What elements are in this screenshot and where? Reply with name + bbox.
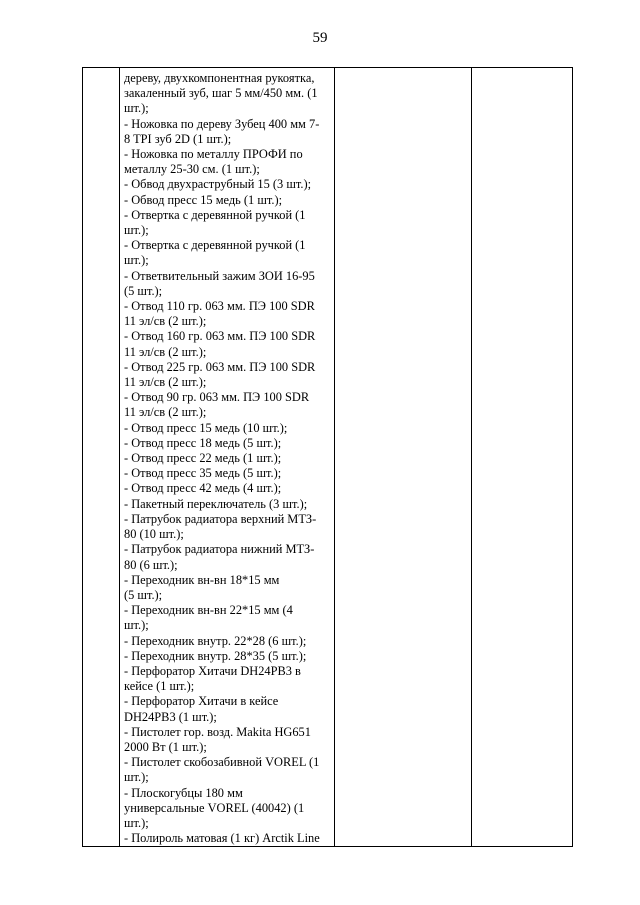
item-line: шт.); xyxy=(124,101,149,116)
item-line: DH24PB3 (1 шт.); xyxy=(124,709,217,724)
index-cell xyxy=(83,68,120,847)
item-line: - Перфоратор Хитачи DH24PB3 в xyxy=(124,663,301,678)
item-line: шт.); xyxy=(124,223,149,238)
item-line: закаленный зуб, шаг 5 мм/450 мм. (1 xyxy=(124,86,318,101)
item-list xyxy=(120,68,334,846)
item-line: дереву, двухкомпонентная рукоятка, xyxy=(124,71,315,85)
item-line: - Отвод 225 гр. 063 мм. ПЭ 100 SDR xyxy=(124,359,316,374)
item-line: 11 эл/св (2 шт.); xyxy=(124,344,207,359)
item-line: - Переходник вн-вн 18*15 мм xyxy=(124,572,280,587)
item-line: - Пистолет гор. возд. Makita HG651 xyxy=(124,724,311,739)
item-line: - Отвертка с деревянной ручкой (1 xyxy=(124,207,306,222)
item-line: - Переходник вн-вн 22*15 мм (4 xyxy=(124,603,293,618)
item-line: (5 шт.); xyxy=(124,587,163,602)
item-line: - Пистолет скобозабивной VOREL (1 xyxy=(124,755,320,770)
item-line: - Отвод пресс 18 медь (5 шт.); xyxy=(124,435,282,450)
item-line: - Переходник внутр. 22*28 (6 шт.); xyxy=(124,633,307,648)
item-line: - Обвод двухраструбный 15 (3 шт.); xyxy=(124,177,312,192)
item-line: (5 шт.); xyxy=(124,283,163,298)
item-line: - Ответвительный зажим ЗОИ 16-95 xyxy=(124,268,315,283)
item-line: - Патрубок радиатора верхний МТЗ- xyxy=(124,511,317,526)
inventory-table xyxy=(82,67,573,847)
empty-cell xyxy=(472,68,573,847)
item-line: шт.); xyxy=(124,815,149,830)
item-line: 11 эл/св (2 шт.); xyxy=(124,314,207,329)
item-line: шт.); xyxy=(124,770,149,785)
item-line: - Отвод пресс 22 медь (1 шт.); xyxy=(124,451,282,466)
item-line: - Отвод 90 гр. 063 мм. ПЭ 100 SDR xyxy=(124,390,310,405)
item-line: 8 TPI зуб 2D (1 шт.); xyxy=(124,131,232,146)
item-line: - Переходник внутр. 28*35 (5 шт.); xyxy=(124,648,307,663)
item-line: универсальные VOREL (40042) (1 xyxy=(124,800,305,815)
page-number: 59 xyxy=(312,30,328,46)
item-line: шт.); xyxy=(124,253,149,268)
item-line: металлу 25-30 см. (1 шт.); xyxy=(124,162,260,177)
item-line: 2000 Вт (1 шт.); xyxy=(124,739,207,754)
item-line: - Отвод 160 гр. 063 мм. ПЭ 100 SDR xyxy=(124,329,316,344)
item-line: - Обвод пресс 15 медь (1 шт.); xyxy=(124,192,283,207)
item-line: - Ножовка по металлу ПРОФИ по xyxy=(124,147,303,162)
empty-cell xyxy=(335,68,472,847)
item-line: - Отвертка с деревянной ручкой (1 xyxy=(124,238,306,253)
item-line: 80 (6 шт.); xyxy=(124,557,178,572)
table-row xyxy=(83,68,573,847)
item-line: 80 (10 шт.); xyxy=(124,527,184,542)
item-line: - Перфоратор Хитачи в кейсе xyxy=(124,694,279,709)
item-line: - Полироль матовая (1 кг) Arctik Line xyxy=(124,831,320,846)
item-line: - Пакетный переключатель (3 шт.); xyxy=(124,496,308,511)
item-line: шт.); xyxy=(124,618,149,633)
item-line: - Отвод пресс 35 медь (5 шт.); xyxy=(124,466,282,481)
item-line: 11 эл/св (2 шт.); xyxy=(124,375,207,390)
item-line: 11 эл/св (2 шт.); xyxy=(124,405,207,420)
items-cell xyxy=(120,68,335,847)
item-line: - Отвод пресс 15 медь (10 шт.); xyxy=(124,420,288,435)
item-line: - Патрубок радиатора нижний МТЗ- xyxy=(124,542,315,557)
item-line: - Ножовка по дереву Зубец 400 мм 7- xyxy=(124,116,320,131)
item-line: - Отвод пресс 42 медь (4 шт.); xyxy=(124,481,282,496)
item-line: кейсе (1 шт.); xyxy=(124,679,195,694)
item-line: - Отвод 110 гр. 063 мм. ПЭ 100 SDR xyxy=(124,299,315,314)
item-line: - Плоскогубцы 180 мм xyxy=(124,785,243,800)
